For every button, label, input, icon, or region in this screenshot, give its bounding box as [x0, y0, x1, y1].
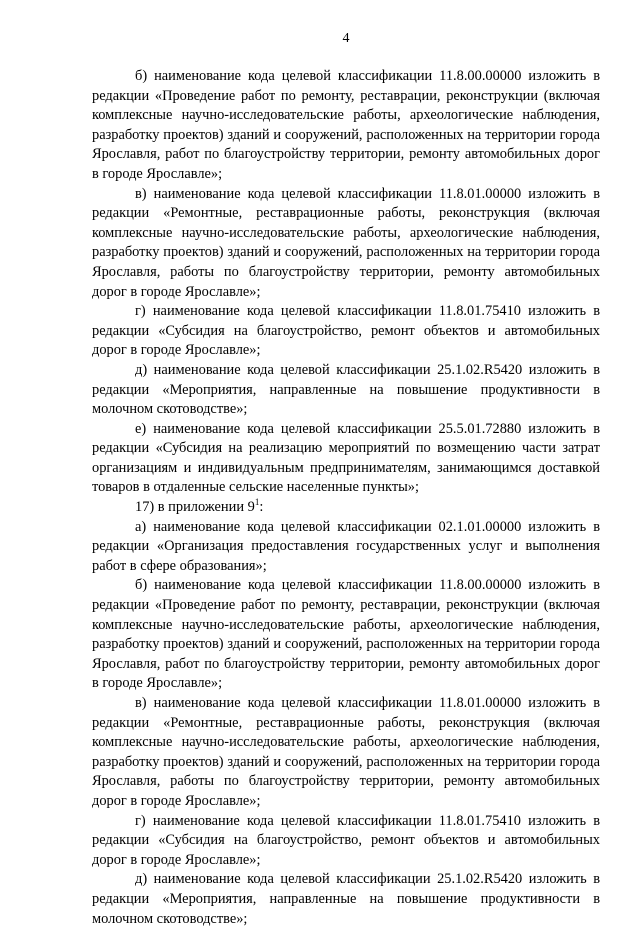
paragraph-g: г) наименование кода целевой классификации 11.8.01.75410 изложить в редакции «Субсидия на благоустройство, ремонт объектов и автомобильных дорог в городе Ярославле»; [92, 303, 600, 359]
paragraph-a: а) наименование кода целевой классификации 02.1.01.00000 изложить в редакции «Организация предоставления государственных услуг и выполнения работ в сфере образования»; [92, 518, 600, 574]
paragraph-d-2: д) наименование кода целевой классификации 25.1.02.R5420 изложить в редакции «Мероприятия, направленные на повышение продуктивности в молочном скотоводстве»; [92, 871, 600, 927]
paragraph-d: д) наименование кода целевой классификации 25.1.02.R5420 изложить в редакции «Мероприятия, направленные на повышение продуктивности в молочном скотоводстве»; [92, 361, 600, 418]
paragraph-appendix-heading [92, 498, 600, 518]
appendix-heading-text: 17) в приложении 9 [135, 499, 255, 516]
appendix-heading-suffix: : [259, 499, 264, 516]
paragraph-b: б) наименование кода целевой классификации 11.8.00.00000 изложить в редакции «Проведение работ по ремонту, реставрации, реконструкции (включая комплексные научно-исследовательские работы, археологические наблюдения, разработку проектов) зданий и сооружений, расположенных на территории города Ярославля, работ по благоустройству территории, ремонту автомобильных дорог в городе Ярославле»; [92, 68, 600, 182]
page-number: 4 [342, 31, 350, 46]
paragraph-e: е) наименование кода целевой классификации 25.5.01.72880 изложить в редакции «Субсидия на реализацию мероприятий по возмещению части затрат организациям и индивидуальным предпринимателям, занимающимся доставкой товаров в отдаленные сельские населенные пункты»; [92, 420, 600, 496]
paragraph-v-2: в) наименование кода целевой классификации 11.8.01.00000 изложить в редакции «Ремонтные, реставрационные работы, реконструкция (включая комплексные научно-исследовательские работы, археологические наблюдения, разработку проектов) зданий и сооружений, расположенных на территории города Ярославля, работы по благоустройству территории, ремонту автомобильных дорог в городе Ярославле»; [92, 695, 600, 809]
paragraph-v: в) наименование кода целевой классификации 11.8.01.00000 изложить в редакции «Ремонтные, реставрационные работы, реконструкция (включая комплексные научно-исследовательские работы, археологические наблюдения, разработку проектов) зданий и сооружений, расположенных на территории города Ярославля, работы по благоустройству территории, ремонту автомобильных дорог в городе Ярославле»; [92, 185, 600, 300]
paragraph-b-2: б) наименование кода целевой классификации 11.8.00.00000 изложить в редакции «Проведение работ по ремонту, реставрации, реконструкции (включая комплексные научно-исследовательские работы, археологические наблюдения, разработку проектов) зданий и сооружений, расположенных на территории города Ярославля, работ по благоустройству территории, ремонту автомобильных дорог в городе Ярославле»; [92, 577, 600, 692]
appendix-superscript: 1 [254, 497, 260, 508]
paragraph-g-2: г) наименование кода целевой классификации 11.8.01.75410 изложить в редакции «Субсидия на благоустройство, ремонт объектов и автомобильных дорог в городе Ярославле»; [92, 812, 600, 868]
